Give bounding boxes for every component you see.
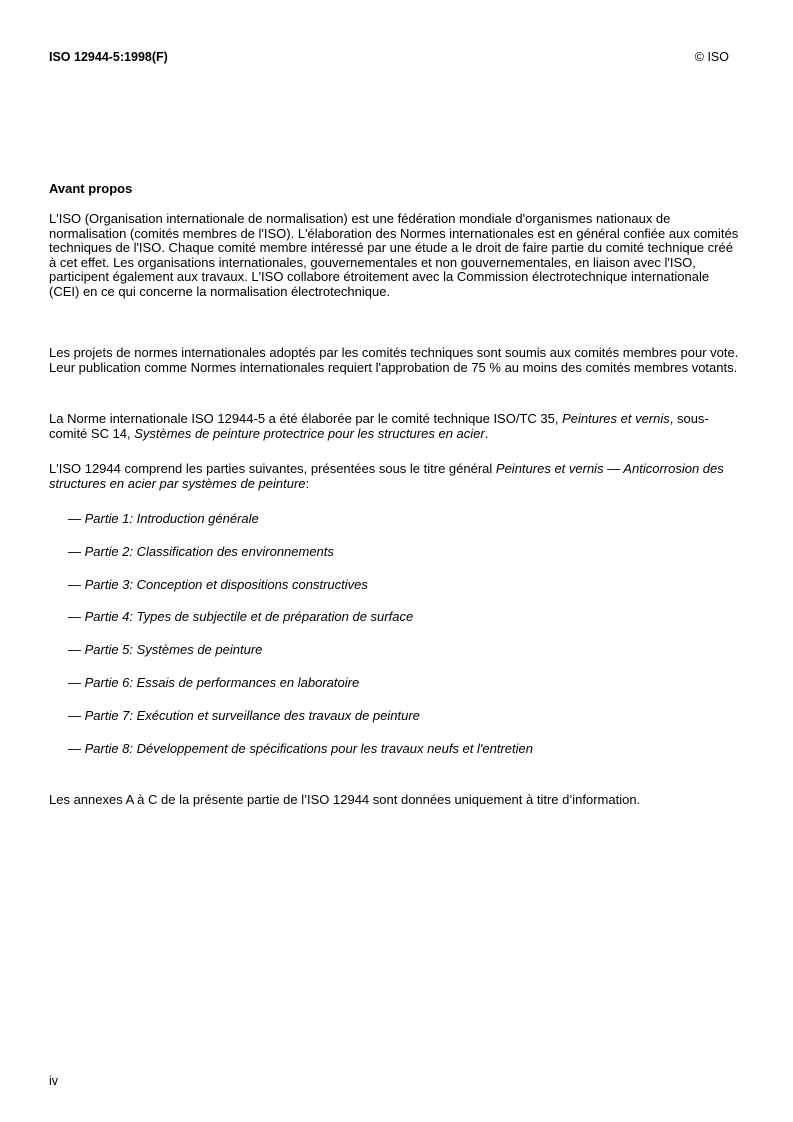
period: . [484, 425, 489, 441]
list-item-part-6: — Partie 6: Essais de performances en laboratoire [68, 675, 360, 690]
list-item-part-1: — Partie 1: Introduction générale [68, 511, 259, 526]
list-item-part-3: — Partie 3: Conception et dispositions constructives [68, 577, 368, 592]
parts-intro-text: L'ISO 12944 comprend les parties suivantes, présentées sous le titre général [49, 461, 496, 476]
paragraph-committee [49, 412, 739, 441]
paragraph-parts-intro [49, 462, 739, 491]
general-title: Peintures et vernis — Anticorrosion des structures en acier par systèmes de peinture [49, 461, 724, 491]
committee-text: La Norme internationale ISO 12944-5 a été élaborée par le comité technique ISO/TC 35, [49, 411, 563, 426]
annex-note: Les annexes A à C de la présente partie de l’ISO 12944 sont données uniquement à titre d’information. [49, 792, 641, 807]
colon: : [305, 475, 310, 491]
list-item-part-2: — Partie 2: Classification des environnements [68, 544, 334, 559]
subcommittee-title: Systèmes de peinture protectrice pour les structures en acier [134, 425, 485, 441]
copyright-notice: © ISO [694, 50, 729, 64]
list-item-part-5: — Partie 5: Systèmes de peinture [68, 642, 263, 657]
list-item-part-8: — Partie 8: Développement de spécifications pour les travaux neufs et l'entretien [68, 741, 533, 756]
page-number: iv [49, 1074, 59, 1088]
document-id: ISO 12944-5:1998(F) [49, 50, 168, 64]
paragraph-iso-intro: L'ISO (Organisation internationale de normalisation) est une fédération mondiale d'organismes nationaux de normalisation (comités membres de l'ISO). L'élaboration des Normes internationales est en général confiée aux comités techniques de l'ISO. Chaque comité membre intéressé par une étude a le droit de faire partie du comité technique créé à cet effet. Les organisations internationales, gouvernementales et non gouvernementales, en liaison avec l'ISO, participent également aux travaux. L'ISO collabore étroitement avec la Commission électrotechnique internationale (CEI) en ce qui concerne la normalisation électrotechnique. [49, 211, 739, 299]
committee-title: Peintures et vernis [562, 411, 670, 426]
section-title: Avant propos [49, 181, 133, 196]
list-item-part-4: — Partie 4: Types de subjectile et de préparation de surface [68, 609, 414, 624]
list-item-part-7: — Partie 7: Exécution et surveillance des travaux de peinture [68, 708, 420, 723]
subcommittee-text: , sous-comité SC 14, [49, 411, 709, 441]
paragraph-voting: Les projets de normes internationales adoptés par les comités techniques sont soumis aux comités membres pour vote. Leur publication comme Normes internationales requiert l'approbation de 75 % au moins des comités membres votants. [49, 345, 739, 375]
